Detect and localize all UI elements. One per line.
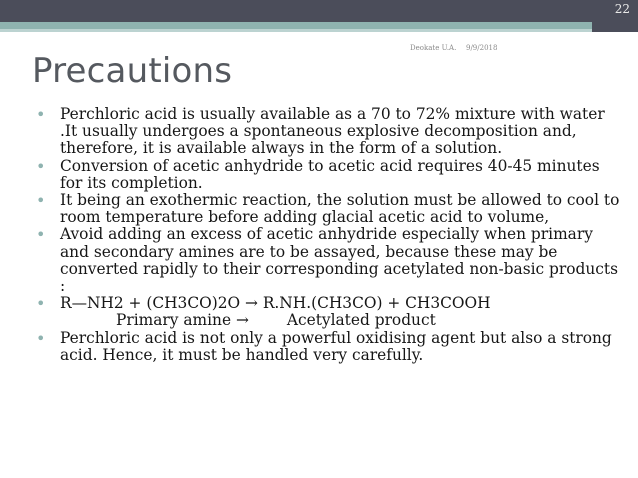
bullet-item: • Perchloric acid is usually available as a 70 to 72% mixture with water .It usually undergoes a spontaneous explosive decomposition and, therefore, it is available always in the form of a solution.	[36, 106, 626, 158]
header-accent-stripe-light	[0, 29, 638, 32]
equation-label-reactant: Primary amine →	[116, 311, 249, 330]
author-footer: Deokate U.A.	[410, 44, 457, 52]
page-number: 22	[614, 2, 630, 16]
date-footer: 9/9/2018	[466, 44, 498, 52]
bullet-item-equation: • R—NH2 + (CH3CO)2O → R.NH.(CH3CO) + CH3COOH	[36, 295, 626, 312]
equation-label-product: Acetylated product	[286, 311, 436, 330]
bullet-item: • Conversion of acetic anhydride to acetic acid requires 40-45 minutes for its completion.	[36, 158, 626, 192]
bullet-item: • It being an exothermic reaction, the solution must be allowed to cool to room temperature before adding glacial acetic acid to volume,	[36, 192, 626, 226]
bullet-item: • Avoid adding an excess of acetic anhydride especially when primary and secondary amines are to be assayed, because these may be converted rapidly to their corresponding acetylated non-basic products :	[36, 226, 626, 295]
bullet-list	[36, 106, 626, 364]
header-band	[0, 0, 638, 22]
equation-labels	[36, 312, 626, 329]
header-accent-stripe	[0, 22, 638, 29]
slide-title: Precautions	[32, 51, 233, 91]
bullet-item: • Perchloric acid is not only a powerful oxidising agent but also a strong acid. Hence, it must be handled very carefully.	[36, 330, 626, 364]
